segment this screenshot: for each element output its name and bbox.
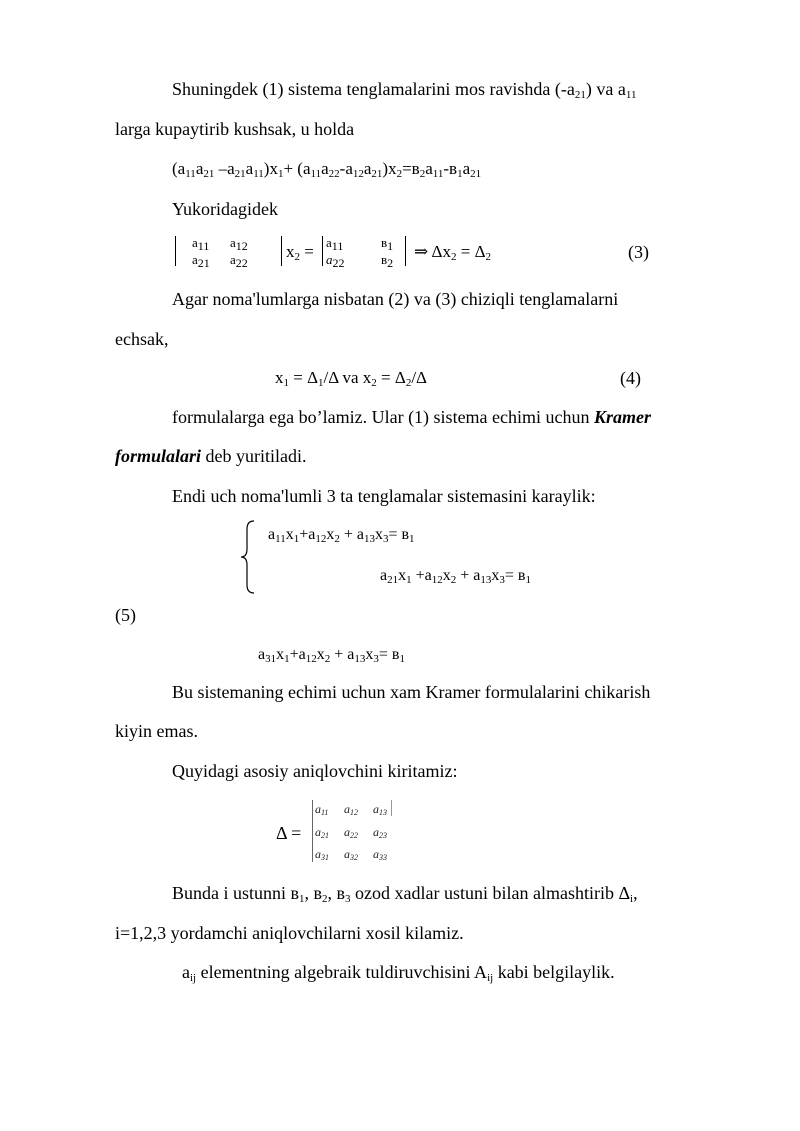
system-row-2: $a_{21}x_1 +a_{12}x_2 + a_{13}x_3= в_1$ <box>380 567 531 586</box>
det3-cell-33: $a_{33}$ <box>373 847 387 862</box>
det3-cell-31: $a_{31}$ <box>315 847 329 862</box>
equation-3-number: (3) <box>628 242 649 262</box>
det3-cell-23: $a_{23}$ <box>373 825 387 840</box>
equation-4-number: (4) <box>620 368 641 388</box>
det3-cell-22: $a_{22}$ <box>344 825 358 840</box>
determinant-lhs: Δ = <box>276 823 302 843</box>
paragraph-8-line-1: Bunda i ustunni $в_1$, $в_2$, $в_3$ ozod xadlar ustuni bilan almashtirib $\Delta_i$, <box>172 883 638 905</box>
paragraph-6-line-1: Bu sistemaning echimi uchun xam Kramer formulalarini chikarish <box>172 682 651 702</box>
system-brace <box>238 520 258 594</box>
system-number: (5) <box>115 605 136 625</box>
formulalari-emphasis: formulalari <box>115 446 202 466</box>
det2-right-bar <box>405 236 406 266</box>
paragraph-5: Endi uch noma'lumli 3 ta tenglamalar sistemasini karaylik: <box>172 486 596 506</box>
paragraph-3-line-2: echsak, <box>115 329 169 349</box>
det3-cell-11: $a_{11}$ <box>315 802 329 817</box>
det2-cell-12: $в_1$ <box>381 235 394 253</box>
equation-1: ($a_{11}a_{21}$ $-a_{21}a_{11})x_1+ (a_{11}a_{22}-a_{12}a_{21})x_2=в_2a_{11}-в_1a_{21}$ <box>172 159 482 180</box>
paragraph-7: Quyidagi asosiy aniqlovchini kiritamiz: <box>172 761 458 781</box>
paragraph-4-line-2: formulalari deb yuritiladi. <box>115 446 307 466</box>
det1-cell-21: $a_{21}$ <box>192 252 210 270</box>
system-row-3: $a_{31}x_1+a_{12}x_2 + a_{13}x_3= в_1$ <box>258 646 405 665</box>
paragraph-6-line-2: kiyin emas. <box>115 721 198 741</box>
paragraph-4-line-1: formulalarga ega bo’lamiz. Ular (1) sistema echimi uchun Kramer <box>172 407 652 427</box>
system-row-1: $a_{11}x_1+a_{12}x_2 + a_{13}x_3= в_1$ <box>268 526 415 545</box>
paragraph-1-line-1: Shuningdek (1) sistema tenglamalarini mos ravishda $(-a_{21})$ va $a_{11}$ <box>172 79 637 101</box>
det3-cell-32: $a_{32}$ <box>344 847 358 862</box>
det3-cell-13: $a_{13}$ <box>373 802 387 817</box>
det2-left-bar <box>322 236 323 266</box>
paragraph-9: $a_{ij}$ elementning algebraik tuldiruvchisini $A_{ij}$ kabi belgilaylik. <box>182 962 615 984</box>
kramer-emphasis: Kramer <box>594 407 652 427</box>
det3-right-bar <box>391 800 392 816</box>
equation-3-rhs: ⇒ $\Delta x_2 = \Delta_2$ <box>414 242 492 263</box>
det2-cell-11: $a_{11}$ <box>326 235 344 253</box>
det1-cell-22: $a_{22}$ <box>230 252 248 270</box>
det3-cell-21: $a_{21}$ <box>315 825 329 840</box>
equation-3-x2: $x_2$ = <box>286 242 314 263</box>
det3-cell-12: $a_{12}$ <box>344 802 358 817</box>
paragraph-8-line-2: i=1,2,3 yordamchi aniqlovchilarni xosil kilamiz. <box>115 923 464 943</box>
det1-left-bar <box>175 236 176 266</box>
paragraph-2: Yukoridagidek <box>172 199 278 219</box>
det2-cell-22: $в_2$ <box>381 252 394 270</box>
paragraph-3-line-1: Agar noma'lumlarga nisbatan (2) va (3) chiziqli tenglamalarni <box>172 289 619 309</box>
det1-cell-11: $a_{11}$ <box>192 235 210 253</box>
det1-right-bar <box>281 236 282 266</box>
det1-cell-12: $a_{12}$ <box>230 235 248 253</box>
paragraph-1-line-2: larga kupaytirib kushsak, u holda <box>115 119 355 139</box>
equation-4: $x_1 = \Delta_1/\Delta$ va $x_2 = \Delta_2/\Delta$ <box>275 368 427 389</box>
det2-cell-21: $a_{22}$ <box>326 252 345 270</box>
det3-left-bar <box>312 800 313 862</box>
